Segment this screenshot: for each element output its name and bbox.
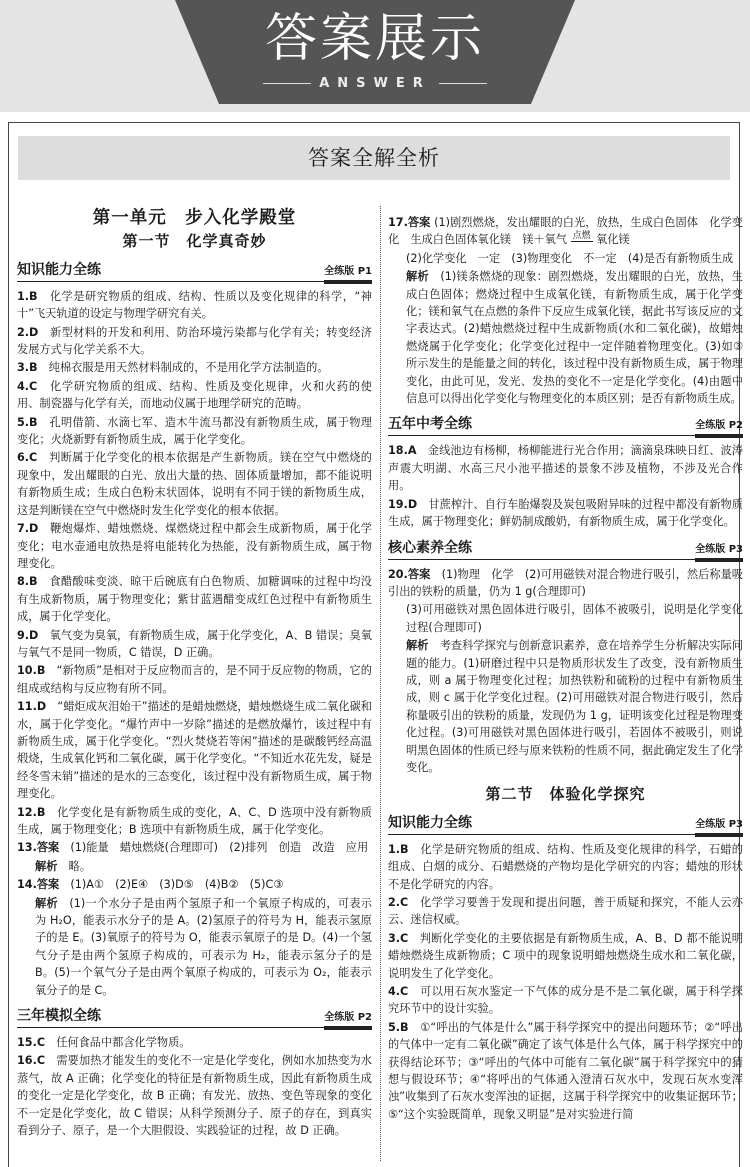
section-header [388, 413, 743, 436]
answer-text: ①“呼出的气体是什么”属于科学探究中的提出问题环节；②“呼出的气体中一定有二氧化碳”确定了该气体是什么气体，属于科学探究中的获得结论环节；③“呼出的气体中可能有二氧化碳”属于科学探究中的猜想与假设环节；④“将呼出的气体通入澄清石灰水中，发现石灰水变浑浊”收集到了石灰水变浑浊的证据，这属于科学探究中的收集证据环节；⑤“这个实验既简单，现象又明显”是对实验进行简 [388, 1020, 743, 1121]
answer-text: 化学变化是有新物质生成的变化，A、C、D 选项中没有新物质生成，属于物理变化；B 选项中有新物质生成，属于化学变化。 [17, 805, 372, 836]
answer-text: 鞭炮爆炸、蜡烛燃烧、煤燃烧过程中都会生成新物质，属于化学变化；电水壶通电放热是将电能转化为热能，没有新物质生成，属于物理变化。 [17, 522, 372, 570]
section-header [17, 259, 372, 282]
answer-number: 1.B [388, 842, 409, 856]
answer-item [17, 698, 372, 802]
answer-item [388, 930, 743, 982]
answer-text: 化学学习要善于发现和提出问题，善于质疑和探究，不能人云亦云、迷信权威。 [388, 896, 743, 927]
answer-text: 新型材料的开发和利用、防治环境污染都与化学有关；转变经济发展方式与化学关系不大。 [17, 325, 372, 357]
answer-text: 化学是研究物质的组成、结构、性质及变化规律的科学，石蜡的组成、白烟的成分、石蜡燃烧的产物均是化学研究的内容；蜡烛的形状不是化学研究的内容。 [388, 842, 743, 891]
answer-item [388, 894, 743, 929]
answer-text: (2)化学变化 一定 (3)物理变化 不一定 (4)是否有新物质生成 [406, 251, 734, 265]
answer-number: 15.C [17, 1036, 46, 1050]
answer-list [388, 442, 743, 530]
answer-number: 13.答案 [17, 841, 60, 855]
answer-text: 化学研究物质的组成、结构、性质及变化规律，火和火药的使用、制瓷器与化学有关，而地动仪属于地理学研究的范畴。 [17, 379, 372, 411]
answer-text: (1)A① (2)E④ (3)D⑤ (4)B② (5)C③ [70, 878, 284, 892]
answer-text: 任何食品中都含化学物质。 [56, 1036, 191, 1050]
section-header [388, 537, 743, 560]
left-column [17, 200, 372, 1141]
answer-number: 5.B [388, 1020, 409, 1034]
answer-number: 5.B [17, 415, 38, 429]
answer-number: 17.答案 [388, 216, 431, 229]
answer-text: “新物质”是相对于反应物而言的，是不同于反应物的物质，它的组成或结构与反应物有所不同。 [17, 664, 372, 695]
section-tag: 全练版 P1 [324, 264, 372, 284]
answer-number: 19.D [388, 497, 418, 511]
answer-text: 判断属于化学变化的根本依据是产生新物质。镁在空气中燃烧的现象中，发出耀眼的白光、放出大量的热、固体质量增加，都不能说明有新物质生成；生成白色粉末状固体，说明有不同于镁的新物质生成，这是判断镁在空气中燃烧时发生化学变化的根本依据。 [17, 451, 372, 517]
answer-text: 略。 [68, 859, 91, 873]
banner-subtitle [175, 76, 575, 91]
answer-item [17, 414, 372, 449]
answer-item [388, 566, 743, 601]
answer-number: 解析 [35, 859, 58, 873]
answer-item [17, 449, 372, 519]
answer-item [17, 876, 372, 893]
answer-text: “蜡炬成灰泪始干”描述的是蜡烛燃烧，蜡烛燃烧生成二氧化碳和水，属于化学变化。“爆竹声中一岁除”描述的是燃放爆竹，该过程中有新物质生成，属于化学变化。“烈火焚烧若等闲”描述的是碳酸钙经高温煅烧，生成氧化钙和二氧化碳，属于化学变化。“不知近水花先发，疑是经冬雪未销”描述的是水的三态变化，该过程中没有新物质生成，属于物理变化。 [17, 700, 372, 801]
section-tag: 全练版 P2 [324, 1010, 372, 1030]
answer-item [17, 627, 372, 662]
answer-number: 14.答案 [17, 878, 60, 892]
answer-number: 7.D [17, 522, 39, 536]
answer-number: 2.C [388, 896, 409, 909]
banner [0, 0, 750, 112]
answer-item [17, 520, 372, 572]
answer-number: 8.B [17, 575, 38, 589]
answer-text: 金线池边有杨柳，杨柳能进行光合作用；滴滴泉珠映日红、波涛声震大明湖、水高三尺小池平描述的景象不涉及植物，不涉及光合作用。 [388, 444, 743, 493]
section-label: 知识能力全练 [17, 261, 101, 278]
answer-text: 纯棉衣服是用天然材料制成的，不是用化学方法制造的。 [48, 361, 329, 375]
explanation-label: 解析 [406, 639, 429, 653]
unit-title: 第一单元 步入化学殿堂 [92, 208, 297, 228]
explanation-text: (1)镁条燃烧的现象：剧烈燃烧，发出耀眼的白光，放热，生成白色固体；燃烧过程中生成氧化镁，有新物质生成，属于化学变化；镁和氧气在点燃的条件下反应生成氧化镁，据此书写该反应的文字表达式。(2)蜡烛燃烧过程中生成新物质(水和二氧化碳)，故蜡烛燃烧属于化学变化；化学变化过程中一定伴随着物理变化。(3)如③所示发生的是能量之间的转化，该过程中没有新物质生成，属于物理变化，由此可见，发光、发热的变化不一定是化学变化。(4)由题中信息可以得出化学变化与物理变化的本质区别；是否有新物质生成。 [406, 270, 743, 406]
answer-item [17, 895, 372, 999]
answer-number: 9.D [17, 628, 39, 642]
explanation-label: 解析 [406, 270, 429, 284]
answer-number: 4.C [17, 379, 38, 393]
answer-text: (1)剧烈燃烧，发出耀眼的白光，放热，生成白色固体 化学变化 生成白色固体氧化镁 镁＋氧气 [388, 216, 743, 247]
answer-item [17, 288, 372, 323]
section-title: 第一节 化学真奇妙 [122, 232, 267, 251]
answer-item [17, 1034, 372, 1051]
section-header [388, 812, 743, 835]
answer-item [388, 442, 743, 494]
answer-text: (1)物理 化学 (2)可用磁铁对混合物进行吸引，然后称量吸引出的铁粉的质量，仍为 1 g(合理即可) [388, 567, 743, 598]
banner-title: 答案展示 [264, 9, 485, 69]
answer-item [17, 858, 372, 875]
answer-list [17, 1034, 372, 1139]
answer-number: 10.B [17, 664, 46, 678]
answer-text: (3)可用磁铁对黑色固体进行吸引，固体不被吸引，说明是化学变化过程(合理即可) [406, 603, 743, 634]
explanation [388, 268, 743, 407]
answer-number: 6.C [17, 451, 38, 465]
answer-item [17, 378, 372, 413]
answer-text: 需要加热才能发生的变化不一定是化学变化，例如水加热变为水蒸气，故 A 正确；化学变化的特征是有新物质生成，因此有新物质生成的变化一定是化学变化，故 B 正确；有发光、放热、变色等现象的变化不一定是化学变化，故 C 错误；从科学预测分子、原子的存在，到真实看到分子、原子，是一个大胆假设、实践验证的过程，故 D 正确。 [17, 1054, 372, 1138]
answer-item [17, 804, 372, 839]
section-label: 知识能力全练 [388, 814, 472, 831]
answer-text: 食醋酸味变淡、晾干后碗底有白色物质、加糖调味的过程中均没有生成新物质，属于物理变化；紫甘蓝遇醋变成红色过程中有新物质生成，属于化学变化。 [17, 575, 372, 624]
answer-text: (1)能量 蜡烛燃烧(合理即可) (2)排列 创造 改造 应用 [70, 841, 369, 855]
explanation-text: 考查科学探究与创新意识素养，意在培养学生分析解决实际问题的能力。(1)研磨过程中只是物质形状发生了改变，没有新物质生成，则 a 属于物理变化过程；加热铁粉和硫粉的过程中有新物质生成，则 c 属于化学变化过程。(2)可用磁铁对混合物进行吸引，然后称量吸引出的铁粉的质量，发现仍为 1 g，证明该变化过程是物理变化过程。(3)可用磁铁对黑色固体进行吸引，若固体不被吸引，则说明黑色固体的性质已经与原来铁粉的性质不同，据此确定发生了化学变化。 [406, 639, 743, 774]
banner-subtitle-text: ANSWER [319, 76, 431, 91]
page-title: 答案全解全析 [18, 136, 730, 180]
answer-item [388, 214, 743, 249]
reaction-arrow [571, 232, 593, 248]
answer-text: 甘蔗榨汁、自行车胎爆裂及炭包吸附异味的过程中都没有新物质生成，属于物理变化；鲜奶制成酸奶，有新物质生成，属于化学变化。 [388, 497, 743, 529]
answer-item [17, 1052, 372, 1139]
answer-item [388, 983, 743, 1018]
answer-number: 2.D [17, 325, 39, 339]
section-tag: 全练版 P3 [695, 542, 743, 562]
answer-item [388, 1019, 743, 1123]
answer-item [17, 839, 372, 856]
right-column [388, 200, 743, 1124]
answer-list [388, 841, 743, 1124]
section-title: 第二节 体验化学探究 [485, 785, 646, 804]
answer-item [388, 496, 743, 531]
answer-item [17, 573, 372, 625]
answer-text: 孔明借箭、水滴七军、造木牛流马都没有新物质生成，属于物理变化；火烧新野有新物质生成，属于化学变化。 [17, 415, 372, 447]
answer-number: 16.C [17, 1054, 46, 1068]
answer-text: 氧气变为臭氧，有新物质生成，属于化学变化，A、B 错误；臭氧与氧气不是同一物质，C 错误，D 正确。 [17, 628, 372, 659]
answer-list [17, 288, 372, 999]
answer-text: 判断化学变化的主要依据是有新物质生成，A、B、D 都不能说明蜡烛燃烧生成新物质；C 项中的现象说明蜡烛燃烧生成水和二氧化碳，说明发生了化学变化。 [388, 931, 743, 980]
answer-number: 3.C [388, 931, 409, 945]
answer-text: 氧化镁 [596, 233, 630, 247]
answer-text: 可以用石灰水鉴定一下气体的成分是不是二氧化碳，属于科学探究环节中的设计实验。 [388, 985, 743, 1016]
section-label: 核心素养全练 [388, 539, 472, 556]
answer-number: 20.答案 [388, 567, 431, 581]
section-header [17, 1005, 372, 1028]
section-tag: 全练版 P3 [695, 817, 743, 837]
answer-text: (1)一个水分子是由两个氢原子和一个氧原子构成的，可表示为 H₂O，能表示水分子的是 A。(2)氢原子的符号为 H，能表示氢原子的是 E。(3)氧原子的符号为 O，能表示氧原子的是 D。(4)一个氢气分子是由两个氢原子构成的，可表示为 H₂，能表示氢分子的是 B。(5)一个氧气分子是由两个氧原子构成的，可表示为 O₂，能表示氧分子的是 C。 [35, 896, 372, 997]
answer-number: 11.D [17, 700, 47, 714]
answer-item [17, 662, 372, 697]
section-label: 五年中考全练 [388, 416, 472, 433]
answer-number: 解析 [35, 896, 58, 910]
explanation [388, 637, 743, 776]
answer-number: 18.A [388, 444, 417, 458]
answer-item [17, 359, 372, 376]
answer-number: 3.B [17, 361, 38, 375]
answer-number: 12.B [17, 805, 46, 819]
reaction-condition: 点燃 [572, 231, 591, 242]
section-label: 三年模拟全练 [17, 1008, 101, 1025]
answer-item [17, 324, 372, 359]
section-tag: 全练版 P2 [695, 418, 743, 438]
column-divider [380, 206, 381, 1161]
answer-item [388, 841, 743, 893]
answer-number: 1.B [17, 289, 38, 303]
answer-number: 4.C [388, 985, 409, 999]
answer-text: 化学是研究物质的组成、结构、性质以及变化规律的科学，“神十”飞天轨道的设定与物理学研究有关。 [17, 289, 372, 321]
